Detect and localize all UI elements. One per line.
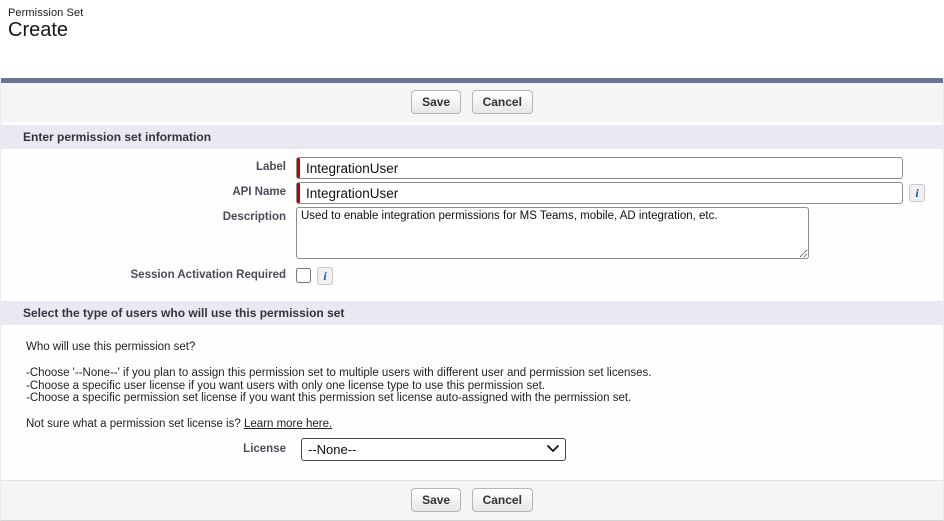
description-textarea[interactable] [296,207,809,259]
help-line: -Choose a specific user license if you want users with only one license type to use this permission set. [26,379,546,392]
help-choose-lines [26,367,943,405]
label-field-row [1,157,943,179]
description-field-row [1,207,943,259]
cancel-button-bottom[interactable]: Cancel [472,488,533,512]
permission-set-create-form [0,78,944,521]
learn-more-link[interactable]: Learn more here. [243,417,333,430]
entity-type-label: Permission Set [8,7,84,19]
api-name-field-label: API Name [232,186,286,198]
api-name-input[interactable] [296,182,903,204]
info-icon[interactable]: i [317,267,333,285]
license-help-prefix: Not sure what a permission set license is? [26,417,244,430]
save-button-top[interactable]: Save [411,90,461,114]
license-field-row [1,438,943,461]
license-field-label: License [243,442,286,455]
bottom-button-bar [1,480,943,520]
required-indicator [297,183,300,203]
license-select[interactable] [301,438,566,461]
description-field-label: Description [222,211,286,223]
label-input[interactable] [296,157,903,179]
session-activation-label: Session Activation Required [130,269,286,281]
cancel-button-top[interactable]: Cancel [472,90,533,114]
top-button-bar [1,83,943,122]
section-body-info [1,149,943,298]
help-line: -Choose '--None--' if you plan to assign this permission set to multiple users with different user and permission set licenses. [26,367,652,379]
section-header-users: Select the type of users who will use this permission set [1,301,943,325]
license-help-text [26,418,943,430]
required-indicator [297,158,300,178]
help-question: Who will use this permission set? [26,341,196,353]
label-field-label: Label [255,161,286,173]
info-icon[interactable]: i [909,184,925,202]
section-body-users [1,325,943,474]
help-line: -Choose a specific permission set license if you want this permission set license auto-assigned with the permission set. [26,392,632,404]
page-title: Create [8,19,69,41]
page-header [0,0,944,40]
session-activation-row [1,265,943,285]
session-activation-checkbox[interactable] [296,268,311,283]
save-button-bottom[interactable]: Save [411,488,461,512]
api-name-field-row [1,182,943,204]
section-header-info: Enter permission set information [1,125,943,149]
